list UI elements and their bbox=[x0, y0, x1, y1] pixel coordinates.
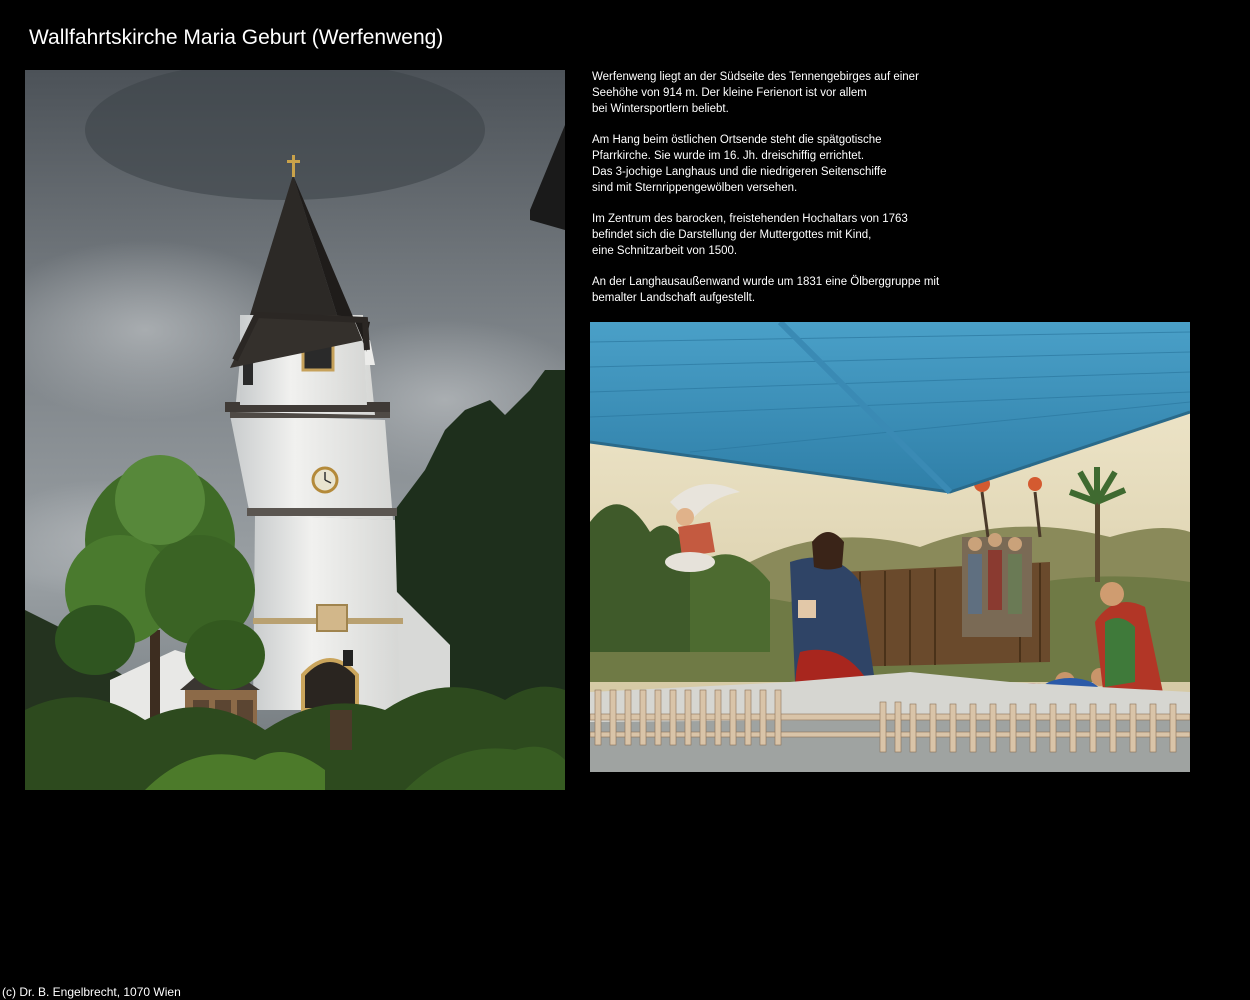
text-line: Im Zentrum des barocken, freistehenden Hochaltars von 1763 bbox=[592, 213, 908, 226]
text-line: Am Hang beim östlichen Ortsende steht die spätgotische bbox=[592, 134, 882, 147]
text-line: Pfarrkirche. Sie wurde im 16. Jh. dreischiffig errichtet. bbox=[592, 149, 865, 162]
copyright-notice: (c) Dr. B. Engelbrecht, 1070 Wien bbox=[2, 985, 181, 999]
description-paragraph bbox=[592, 70, 1012, 117]
text-line: Das 3-jochige Langhaus und die niedrigeren Seitenschiffe bbox=[592, 165, 887, 178]
church-tower-image bbox=[25, 70, 565, 790]
description-paragraph bbox=[592, 133, 1012, 196]
soldiers bbox=[962, 533, 1032, 637]
description-text bbox=[592, 70, 1012, 323]
text-line: An der Langhausaußenwand wurde um 1831 eine Ölberggruppe mit bbox=[592, 276, 940, 289]
page-title: Wallfahrtskirche Maria Geburt (Werfenweng) bbox=[29, 26, 444, 49]
description-paragraph bbox=[592, 275, 1012, 307]
church-door bbox=[303, 660, 357, 710]
text-line: Werfenweng liegt an der Südseite des Tennengebirges auf einer bbox=[592, 71, 919, 83]
text-line: bemalter Landschaft aufgestellt. bbox=[592, 292, 756, 305]
text-line: sind mit Sternrippengewölben versehen. bbox=[592, 181, 798, 194]
text-line: befindet sich die Darstellung der Muttergottes mit Kind, bbox=[592, 228, 872, 241]
mount-of-olives-image bbox=[590, 322, 1190, 772]
mount-of-olives-group-photo[interactable] bbox=[590, 322, 1190, 772]
cross bbox=[292, 155, 295, 177]
description-paragraph bbox=[592, 212, 1012, 259]
text-line: bei Wintersportlern beliebt. bbox=[592, 102, 729, 115]
text-line: eine Schnitzarbeit von 1500. bbox=[592, 244, 738, 257]
church-tower-photo[interactable] bbox=[25, 70, 565, 790]
text-line: Seehöhe von 914 m. Der kleine Ferienort ist vor allem bbox=[592, 86, 867, 99]
